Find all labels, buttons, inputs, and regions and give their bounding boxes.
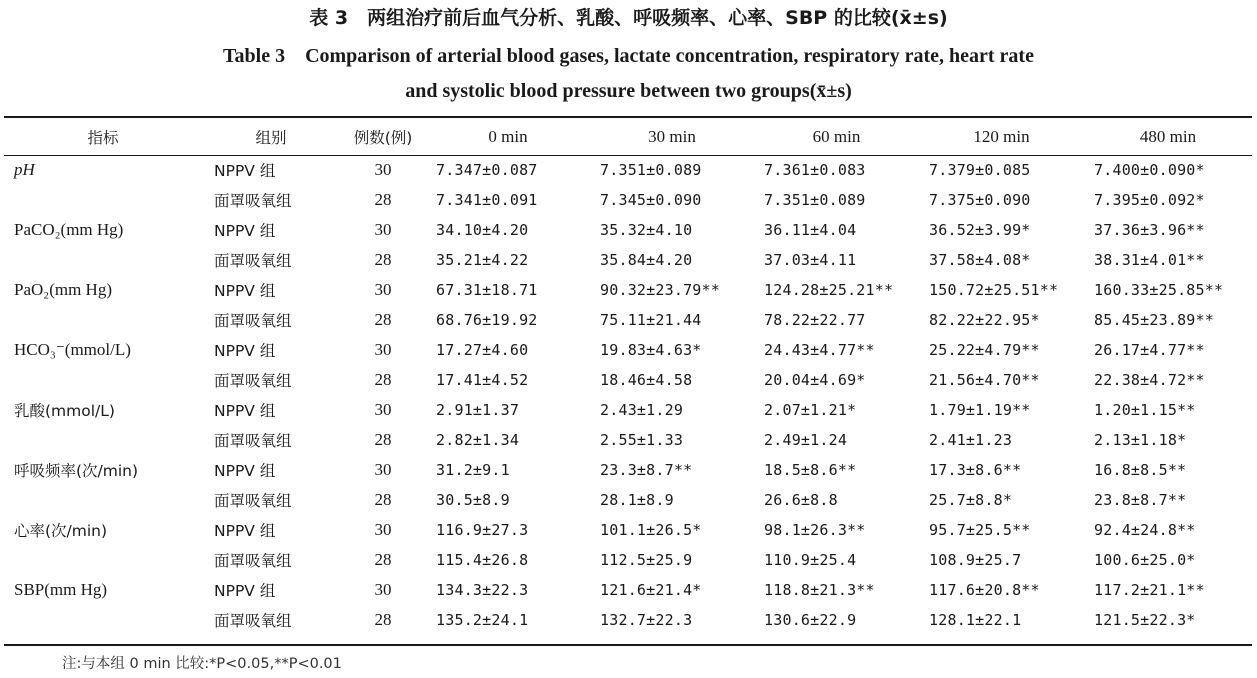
value-cell: 25.22±4.79** [929, 341, 1040, 359]
indicator-cell [4, 605, 202, 635]
table-row [4, 155, 1252, 185]
group-cell: 面罩吸氧组 [214, 552, 292, 570]
count-cell: 28 [374, 310, 392, 329]
header-60min: 60 min [812, 126, 861, 146]
value-cell: 118.8±21.3** [764, 581, 875, 599]
value-cell: 78.22±22.77 [764, 311, 866, 329]
table-row [4, 425, 1252, 455]
value-cell: 18.5±8.6** [764, 461, 857, 479]
value-cell: 1.20±1.15** [1094, 401, 1196, 419]
caption-chinese: 表 3 两组治疗前后血气分析、乳酸、呼吸频率、心率、SBP 的比较(x̄±s) [309, 7, 948, 29]
value-cell: 2.43±1.29 [600, 401, 684, 419]
table-row [4, 305, 1252, 335]
value-cell: 28.1±8.9 [600, 491, 674, 509]
value-cell: 92.4±24.8** [1094, 521, 1196, 539]
table-row [4, 485, 1252, 515]
value-cell: 37.36±3.96** [1094, 221, 1205, 239]
count-cell: 28 [374, 250, 392, 269]
value-cell: 117.6±20.8** [929, 581, 1040, 599]
value-cell: 75.11±21.44 [600, 311, 702, 329]
indicator-cell [4, 245, 202, 275]
value-cell: 132.7±22.3 [600, 611, 693, 629]
group-cell: 面罩吸氧组 [214, 372, 292, 390]
value-cell: 2.91±1.37 [436, 401, 520, 419]
value-cell: 2.07±1.21* [764, 401, 857, 419]
table-row [4, 335, 1252, 365]
value-cell: 23.3±8.7** [600, 461, 693, 479]
group-cell: NPPV 组 [214, 402, 276, 420]
value-cell: 121.5±22.3* [1094, 611, 1196, 629]
value-cell: 17.41±4.52 [436, 371, 529, 389]
value-cell: 35.84±4.20 [600, 251, 693, 269]
group-cell: 面罩吸氧组 [214, 252, 292, 270]
value-cell: 26.6±8.8 [764, 491, 838, 509]
value-cell: 100.6±25.0* [1094, 551, 1196, 569]
value-cell: 21.56±4.70** [929, 371, 1040, 389]
indicator-cell [4, 305, 202, 335]
value-cell: 2.41±1.23 [929, 431, 1013, 449]
value-cell: 98.1±26.3** [764, 521, 866, 539]
indicator-cell: HCO₃⁻(mmol/L) [14, 340, 131, 359]
value-cell: 85.45±23.89** [1094, 311, 1214, 329]
value-cell: 90.32±23.79** [600, 281, 720, 299]
value-cell: 68.76±19.92 [436, 311, 538, 329]
table-row [4, 215, 1252, 245]
table-row [4, 275, 1252, 305]
group-cell: NPPV 组 [214, 162, 276, 180]
header-30min: 30 min [648, 126, 696, 146]
value-cell: 7.400±0.090* [1094, 161, 1205, 179]
value-cell: 22.38±4.72** [1094, 371, 1205, 389]
value-cell: 101.1±26.5* [600, 521, 702, 539]
value-cell: 35.21±4.22 [436, 251, 529, 269]
indicator-cell: PaO₂(mm Hg) [14, 280, 112, 299]
count-cell: 30 [374, 460, 392, 479]
count-cell: 28 [374, 610, 392, 629]
value-cell: 7.375±0.090 [929, 191, 1031, 209]
group-cell: NPPV 组 [214, 282, 276, 300]
value-cell: 20.04±4.69* [764, 371, 866, 389]
value-cell: 67.31±18.71 [436, 281, 538, 299]
group-cell: 面罩吸氧组 [214, 312, 292, 330]
value-cell: 1.79±1.19** [929, 401, 1031, 419]
group-cell: NPPV 组 [214, 222, 276, 240]
header-120min: 120 min [973, 126, 1030, 146]
indicator-cell: SBP(mm Hg) [14, 580, 108, 599]
value-cell: 134.3±22.3 [436, 581, 529, 599]
value-cell: 2.82±1.34 [436, 431, 520, 449]
value-cell: 2.49±1.24 [764, 431, 848, 449]
value-cell: 23.8±8.7** [1094, 491, 1187, 509]
count-cell: 30 [374, 400, 392, 419]
value-cell: 18.46±4.58 [600, 371, 693, 389]
count-cell: 28 [374, 430, 392, 449]
group-cell: NPPV 组 [214, 522, 276, 540]
value-cell: 82.22±22.95* [929, 311, 1040, 329]
indicator-cell: pH [14, 160, 35, 179]
value-cell: 36.52±3.99* [929, 221, 1031, 239]
table-row [4, 245, 1252, 275]
indicator-cell [4, 185, 202, 215]
value-cell: 24.43±4.77** [764, 341, 875, 359]
value-cell: 35.32±4.10 [600, 221, 693, 239]
group-cell: NPPV 组 [214, 342, 276, 360]
group-cell: NPPV 组 [214, 462, 276, 480]
value-cell: 2.55±1.33 [600, 431, 684, 449]
value-cell: 128.1±22.1 [929, 611, 1022, 629]
value-cell: 7.351±0.089 [600, 161, 702, 179]
value-cell: 36.11±4.04 [764, 221, 857, 239]
value-cell: 7.395±0.092* [1094, 191, 1205, 209]
value-cell: 37.58±4.08* [929, 251, 1031, 269]
header-indicator: 指标 [87, 128, 119, 147]
count-cell: 30 [374, 580, 392, 599]
table-row [4, 185, 1252, 215]
count-cell: 30 [374, 280, 392, 299]
header-group: 组别 [255, 128, 287, 147]
value-cell: 30.5±8.9 [436, 491, 510, 509]
value-cell: 34.10±4.20 [436, 221, 529, 239]
indicator-cell: 呼吸频率(次/min) [14, 462, 139, 480]
value-cell: 135.2±24.1 [436, 611, 529, 629]
value-cell: 7.379±0.085 [929, 161, 1031, 179]
value-cell: 108.9±25.7 [929, 551, 1022, 569]
value-cell: 7.361±0.083 [764, 161, 866, 179]
header-0min: 0 min [488, 126, 528, 146]
value-cell: 150.72±25.51** [929, 281, 1059, 299]
value-cell: 17.3±8.6** [929, 461, 1022, 479]
value-cell: 7.345±0.090 [600, 191, 702, 209]
value-cell: 121.6±21.4* [600, 581, 702, 599]
value-cell: 19.83±4.63* [600, 341, 702, 359]
value-cell: 17.27±4.60 [436, 341, 529, 359]
value-cell: 25.7±8.8* [929, 491, 1013, 509]
group-cell: 面罩吸氧组 [214, 192, 292, 210]
value-cell: 116.9±27.3 [436, 521, 529, 539]
indicator-cell [4, 425, 202, 455]
header-count: 例数(例) [353, 128, 413, 147]
indicator-cell: 心率(次/min) [14, 522, 108, 540]
count-cell: 30 [374, 340, 392, 359]
indicator-cell: 乳酸(mmol/L) [14, 402, 115, 420]
table-row [4, 545, 1252, 575]
caption-english-line2: and systolic blood pressure between two groups(x̄±s) [405, 80, 852, 102]
indicator-cell [4, 485, 202, 515]
value-cell: 7.347±0.087 [436, 161, 538, 179]
value-cell: 38.31±4.01** [1094, 251, 1205, 269]
group-cell: 面罩吸氧组 [214, 492, 292, 510]
table-row [4, 395, 1252, 425]
table-bottom-rule [4, 644, 1252, 646]
header-480min: 480 min [1139, 126, 1197, 146]
group-cell: NPPV 组 [214, 582, 276, 600]
table-row [4, 605, 1252, 635]
table-header-row [4, 118, 1252, 155]
count-cell: 28 [374, 190, 392, 209]
value-cell: 130.6±22.9 [764, 611, 857, 629]
value-cell: 112.5±25.9 [600, 551, 693, 569]
count-cell: 30 [374, 220, 392, 239]
value-cell: 124.28±25.21** [764, 281, 894, 299]
table-row [4, 515, 1252, 545]
value-cell: 110.9±25.4 [764, 551, 857, 569]
indicator-cell [4, 545, 202, 575]
value-cell: 7.341±0.091 [436, 191, 538, 209]
count-cell: 28 [374, 490, 392, 509]
table-footnote: 注:与本组 0 min 比较:*P<0.05,**P<0.01 [62, 656, 342, 672]
indicator-cell: PaCO₂(mm Hg) [14, 220, 124, 239]
table-row [4, 365, 1252, 395]
value-cell: 117.2±21.1** [1094, 581, 1205, 599]
table-row [4, 575, 1252, 605]
comparison-table [4, 118, 1252, 635]
count-cell: 28 [374, 550, 392, 569]
group-cell: 面罩吸氧组 [214, 612, 292, 630]
caption-english-line1: Table 3 Comparison of arterial blood gases, lactate concentration, respiratory rate, heart rate [223, 45, 1034, 67]
table-row [4, 455, 1252, 485]
count-cell: 30 [374, 520, 392, 539]
indicator-cell [4, 365, 202, 395]
group-cell: 面罩吸氧组 [214, 432, 292, 450]
count-cell: 30 [374, 160, 392, 179]
count-cell: 28 [374, 370, 392, 389]
value-cell: 115.4±26.8 [436, 551, 529, 569]
value-cell: 95.7±25.5** [929, 521, 1031, 539]
value-cell: 26.17±4.77** [1094, 341, 1205, 359]
value-cell: 16.8±8.5** [1094, 461, 1187, 479]
value-cell: 160.33±25.85** [1094, 281, 1224, 299]
value-cell: 2.13±1.18* [1094, 431, 1187, 449]
value-cell: 31.2±9.1 [436, 461, 510, 479]
value-cell: 37.03±4.11 [764, 251, 857, 269]
value-cell: 7.351±0.089 [764, 191, 866, 209]
